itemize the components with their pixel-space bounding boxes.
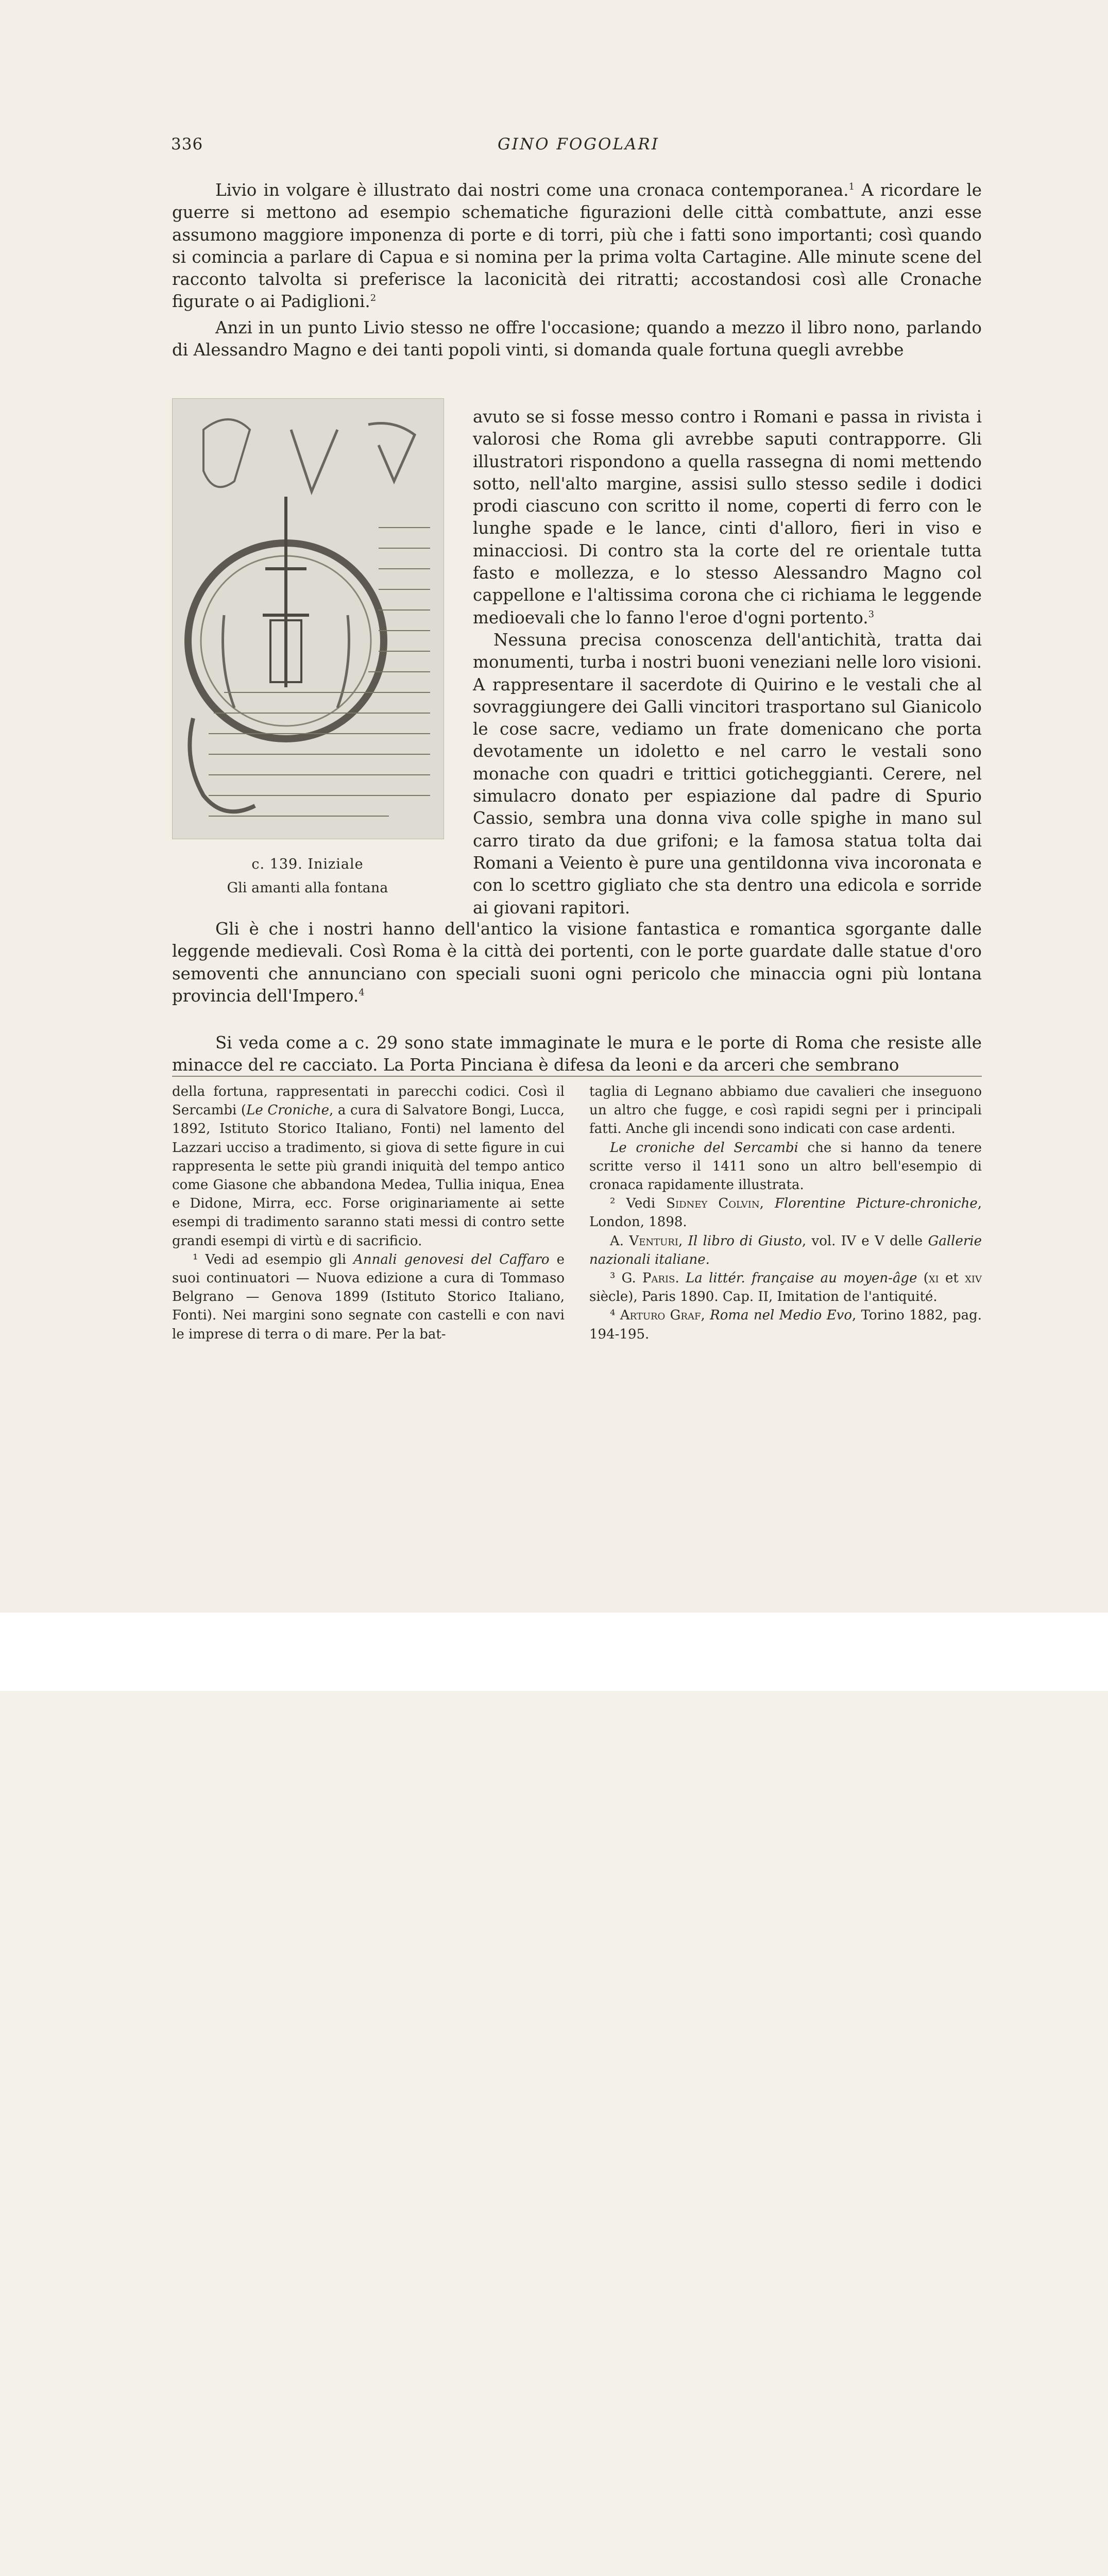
paragraph-rassegna: avuto se si fosse messo contro i Romani e passa in rivista i valorosi che Roma gli avrebbe saputi contrapporre. Gli illustratori rispondono a quella rassegna di nomi mettendo sotto, nell'alto margine, assisi sullo stesso sedile i dodici prodi ciascuno con scritto il nome, coperti di ferro con le lunghe spade e le lance, cinti d'alloro, fieri in viso e minacciosi. Di contro sta la corte del re orientale tutta fasto e mollezza, e lo stesso Alessandro Magno col cappellone e l'altissima corona che ci richiama le leggende medioevali che lo fanno l'eroe d'ogni portento.$^3$ Nessuna precisa conoscenza dell'antichità, tratta dai monumenti, turba i nostri buoni veneziani nelle loro visioni. A rappresentare il sacerdote di Quirino e le vestali che al sovraggiungere dei Galli vincitori trasportano sul Gianicolo le cose sacre, vediamo un frate domenicano che porta devotamente un idoletto e nel carro le vestali sono monache con quadri e trittici goticheggianti. Cerere, nel simulacro donato per espiazione dal padre di Spurio Cassio, sembra una donna viva colle spighe in mano sul carro tirato da due grifoni; e la famosa statua tolta dai Romani a Veiento è pure una gentildonna viva incoronata e con lo scettro gigliato che sta dentro una edicola e sorride ai giovani rapitori.: [473, 407, 982, 918]
footnotes-right-column: [589, 1082, 982, 1344]
footnote-3: ³ G. Paris. La littér. française au moyen-âge (xi et xiv siècle), Paris 1890. Cap. II, Imitation de l'antiquité.: [589, 1270, 982, 1305]
footnote-1: ¹ Vedi ad esempio gli Annali genovesi del Caffaro e suoi continuatori — Nuova edizione a cura di Tommaso Belgrano — Genova 1899 (Istituto Storico Italiano, Fonti). Nei margini sono segnate con castelli e con navi le imprese di terra o di mare. Per la bat-: [172, 1251, 565, 1342]
footnote-ref: 4: [359, 987, 365, 998]
footnote-sercambi: Le croniche del Sercambi che si hanno da tenere scritte verso il 1411 sono un altro bell'esempio di cronaca rapidamente illustrata.: [589, 1140, 982, 1193]
footnote-divider: [172, 1076, 982, 1077]
page-number: 336: [171, 135, 203, 154]
footnote-continuation: della fortuna, rappresentati in parecchi codici. Così il Sercambi (Le Croniche, a cura di Salvatore Bongi, Lucca, 1892, Istituto Storico Italiano, Fonti) nel lamento del Lazzari ucciso a tradimento, si giova di sette figure in cui rappresenta le sette più grandi iniquità del tempo antico come Giasone che abbandona Medea, Tullia iniqua, Enea e Didone, Mirra, ecc. Forse originariamente ai sette esempi di tradimento saranno stati messi di contro sette grandi esempi di virtù e di sacrificio.: [172, 1084, 565, 1249]
footnote-continuation-right: taglia di Legnano abbiamo due cavalieri che inseguono un altro che fugge, e così rapidi segni per i principali fatti. Anche gli incendi sono indicati con case ardenti.: [589, 1084, 982, 1137]
paragraph-roma: Si veda come a c. 29 sono state immaginate le mura e le porte di Roma che resiste alle minacce del re cacciato. La Porta Pinciana è difesa da leoni e da arceri che sembrano: [172, 1033, 982, 1075]
footnote-ref: 1: [848, 181, 855, 193]
running-title: GINO FOGOLARI: [497, 135, 660, 154]
footnote-ref: 2: [370, 293, 377, 304]
running-head: [171, 135, 986, 156]
footnote-2: ² Vedi Sidney Colvin, Florentine Picture-chroniche, London, 1898.: [589, 1196, 982, 1230]
footnote-4: ⁴ Arturo Graf, Roma nel Medio Evo, Torino 1882, pag. 194-195.: [589, 1308, 982, 1342]
figure-caption-title: Gli amanti alla fontana: [227, 880, 388, 896]
manuscript-initial-image: [172, 398, 444, 839]
digitization-footer: [0, 1613, 1108, 1691]
footnote-venturi: A. Venturi, Il libro di Giusto, vol. IV e V delle Gallerie nazionali italiane.: [589, 1233, 982, 1267]
footnote-ref: 3: [868, 608, 875, 620]
paragraph-alessandro: Anzi in un punto Livio stesso ne offre l'occasione; quando a mezzo il libro nono, parlando di Alessandro Magno e dei tanti popoli vinti, si domanda quale fortuna quegli avrebbe: [172, 318, 982, 360]
paragraph-livio: Livio in volgare è illustrato dai nostri come una cronaca contemporanea.$^1$ A ricordare le guerre si mettono ad esempio schematiche figurazioni delle città combattute, anzi esse assumono maggiore imponenza di porte e di torri, più che i fatti sono importanti; così quando si comincia a parlare di Capua e si nomina per la prima volta Cartagine. Alle minute scene del racconto talvolta si preferisce la laconicità dei ritratti; accostandosi così alle Cronache figurate o ai Padiglioni.$^2$: [172, 180, 982, 312]
illuminated-initial-drawing: [173, 399, 444, 839]
figure-caption-number: c. 139. Iniziale: [251, 856, 364, 872]
footnotes-left-column: [172, 1082, 565, 1344]
paragraph-antico: Gli è che i nostri hanno dell'antico la visione fantastica e romantica sgorgante dalle leggende medievali. Così Roma è la città dei portenti, con le porte guardate dalle statue d'oro semoventi che annunciano con speciali suoni ogni pericolo che minaccia ogni più lontana provincia dell'Impero.$^4$: [172, 919, 982, 1006]
